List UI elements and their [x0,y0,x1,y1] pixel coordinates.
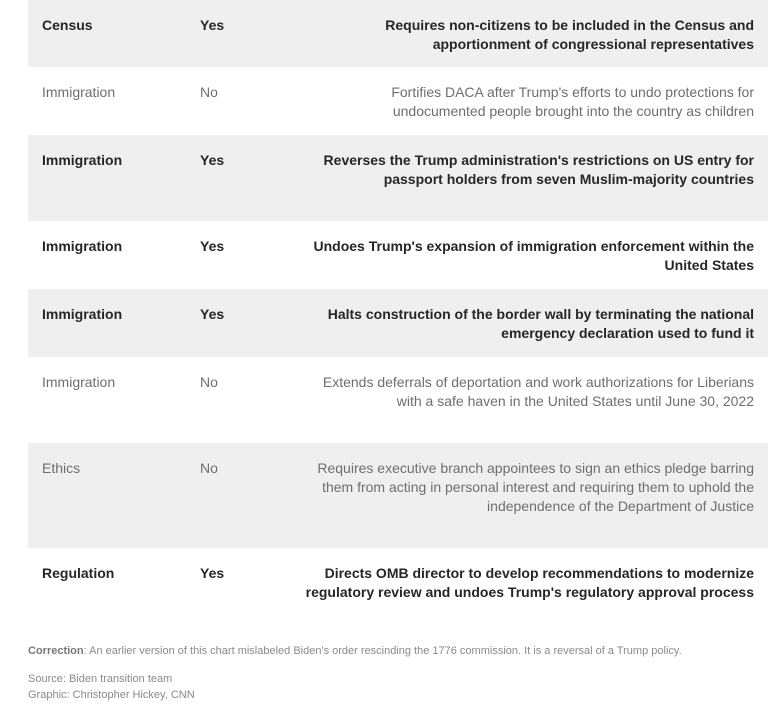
description-cell: Requires executive branch appointees to sign an ethics pledge barring them from acting in personal interest and requiring them to uphold the independence of the Department of Justice [317,460,754,514]
description-cell: Reverses the Trump administration's restrictions on US entry for passport holders from seven Muslim-majority countries [323,152,754,187]
correction-text: : An earlier version of this chart mislabeled Biden's order rescinding the 1776 commission. It is a reversal of a Trump policy. [83,645,682,657]
description-cell: Undoes Trump's expansion of immigration enforcement within the United States [313,238,754,273]
orders-table [28,0,768,634]
category-cell: Immigration [42,374,116,390]
table-row [28,67,768,135]
reversal-cell: No [200,460,218,476]
description-cell: Fortifies DACA after Trump's efforts to undo protections for undocumented people brought into the country as children [391,84,754,119]
table-row [28,289,768,357]
description-cell: Directs OMB director to develop recommendations to modernize regulatory review and undoes Trump's regulatory approval process [305,565,754,600]
table-row [28,135,768,221]
description-cell: Requires non-citizens to be included in the Census and apportionment of congressional representatives [385,17,754,52]
table-row [28,0,768,67]
description-cell: Halts construction of the border wall by terminating the national emergency declaration used to fund it [327,306,754,341]
category-cell: Regulation [42,565,115,581]
reversal-cell: Yes [200,17,225,33]
category-cell: Immigration [42,306,123,322]
reversal-cell: Yes [200,152,225,168]
reversal-cell: Yes [200,565,225,581]
table-row [28,443,768,548]
graphic-credit: Graphic: Christopher Hickey, CNN [28,689,195,701]
category-cell: Census [42,17,93,33]
reversal-cell: No [200,374,218,390]
reversal-cell: No [200,84,218,100]
description-cell: Extends deferrals of deportation and work authorizations for Liberians with a safe haven in the United States until June 30, 2022 [322,374,754,409]
category-cell: Ethics [42,460,81,476]
correction-label: Correction [28,645,84,657]
table-row [28,221,768,289]
category-cell: Immigration [42,152,123,168]
table-row [28,548,768,634]
source-line: Source: Biden transition team [28,673,173,685]
reversal-cell: Yes [200,306,225,322]
reversal-cell: Yes [200,238,225,254]
correction-note [28,644,768,659]
category-cell: Immigration [42,84,116,100]
category-cell: Immigration [42,238,123,254]
table-row [28,357,768,443]
